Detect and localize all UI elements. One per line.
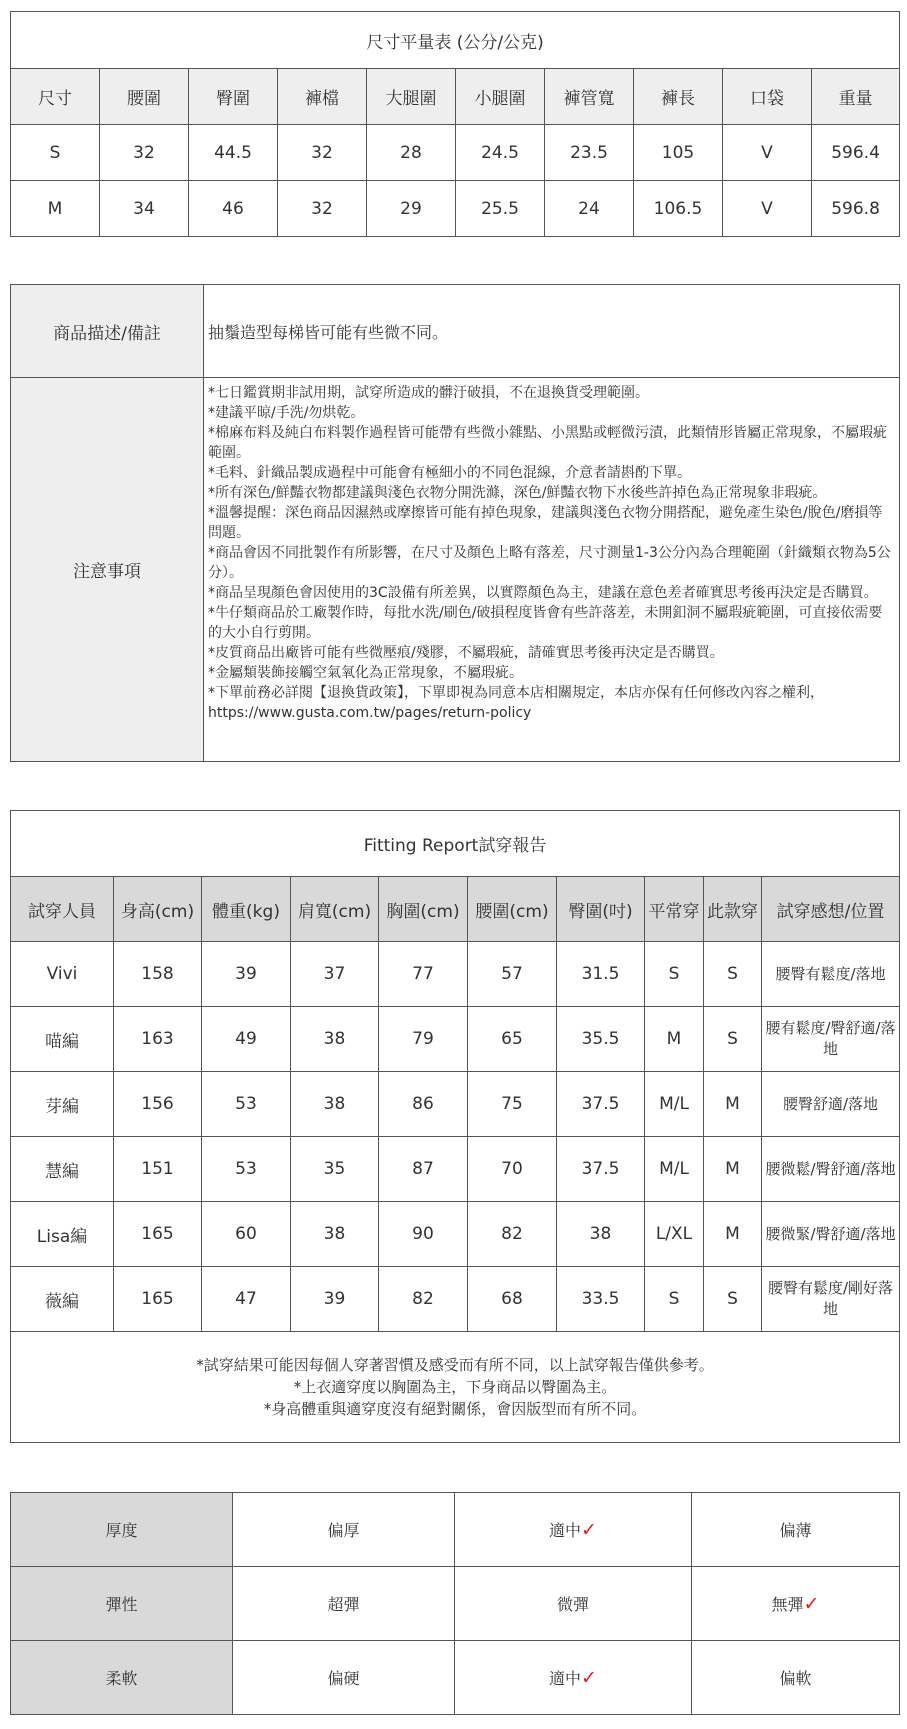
table-cell: 23.5 bbox=[545, 125, 634, 181]
table-cell: 31.5 bbox=[557, 942, 645, 1007]
table-cell: 87 bbox=[379, 1137, 468, 1202]
attribute-option: 偏薄 bbox=[692, 1493, 900, 1567]
table-cell: 28 bbox=[367, 125, 456, 181]
attribute-label: 厚度 bbox=[11, 1493, 233, 1567]
table-row bbox=[11, 1641, 900, 1715]
table-row bbox=[11, 181, 900, 237]
table-cell: 163 bbox=[114, 1007, 202, 1072]
column-header: 重量 bbox=[812, 69, 900, 125]
attribute-option: 適中✓ bbox=[455, 1641, 692, 1715]
table-cell: 79 bbox=[379, 1007, 468, 1072]
check-icon: ✓ bbox=[581, 1667, 597, 1689]
fitting-report-title: Fitting Report試穿報告 bbox=[11, 811, 900, 877]
table-cell: 44.5 bbox=[189, 125, 278, 181]
table-cell: 82 bbox=[379, 1267, 468, 1332]
attribute-option: 偏硬 bbox=[233, 1641, 455, 1715]
table-cell: 158 bbox=[114, 942, 202, 1007]
table-cell: M/L bbox=[645, 1072, 704, 1137]
column-header: 此款穿 bbox=[704, 877, 762, 942]
table-cell: 75 bbox=[468, 1072, 557, 1137]
table-cell: S bbox=[645, 942, 704, 1007]
attribute-option: 微彈 bbox=[455, 1567, 692, 1641]
fit-impression: 腰有鬆度/臀舒適/落地 bbox=[762, 1007, 900, 1072]
column-header: 褲長 bbox=[634, 69, 723, 125]
column-header: 小腿圍 bbox=[456, 69, 545, 125]
table-cell: 46 bbox=[189, 181, 278, 237]
column-header: 腰圍(cm) bbox=[468, 877, 557, 942]
notice-item: *七日鑑賞期非試用期，試穿所造成的髒汙破損，不在退換貨受理範圍。 bbox=[208, 385, 649, 401]
table-cell: 24.5 bbox=[456, 125, 545, 181]
table-cell: 38 bbox=[557, 1202, 645, 1267]
table-row bbox=[11, 942, 900, 1007]
table-cell: 82 bbox=[468, 1202, 557, 1267]
column-header: 褲檔 bbox=[278, 69, 367, 125]
table-cell: 34 bbox=[100, 181, 189, 237]
attribute-option: 偏軟 bbox=[692, 1641, 900, 1715]
table-cell: S bbox=[11, 125, 100, 181]
column-header: 大腿圍 bbox=[367, 69, 456, 125]
table-row bbox=[11, 1493, 900, 1567]
notice-item: *溫馨提醒：深色商品因濕熱或摩擦皆可能有掉色現象，建議與淺色衣物分開搭配，避免產生染色/脫色/磨損等問題。 bbox=[208, 505, 883, 541]
table-cell: 32 bbox=[278, 181, 367, 237]
column-header: 體重(kg) bbox=[202, 877, 291, 942]
notice-item: *皮質商品出廠皆可能有些微壓痕/殘膠，不屬瑕疵，請確實思考後再決定是否購買。 bbox=[208, 645, 724, 661]
table-cell: 151 bbox=[114, 1137, 202, 1202]
table-row bbox=[11, 1567, 900, 1641]
column-header: 身高(cm) bbox=[114, 877, 202, 942]
notice-label: 注意事項 bbox=[11, 378, 204, 762]
table-cell: 70 bbox=[468, 1137, 557, 1202]
table-cell: 77 bbox=[379, 942, 468, 1007]
table-cell: 39 bbox=[202, 942, 291, 1007]
table-cell: 60 bbox=[202, 1202, 291, 1267]
column-header: 口袋 bbox=[723, 69, 812, 125]
table-cell: S bbox=[645, 1267, 704, 1332]
footnote: *上衣適穿度以胸圍為主，下身商品以臀圍為主。 bbox=[293, 1378, 617, 1396]
table-cell: V bbox=[723, 181, 812, 237]
table-cell: 49 bbox=[202, 1007, 291, 1072]
fit-impression: 腰微鬆/臀舒適/落地 bbox=[762, 1137, 900, 1202]
table-cell: 57 bbox=[468, 942, 557, 1007]
size-table bbox=[10, 11, 900, 237]
table-cell: S bbox=[704, 1267, 762, 1332]
attribute-option: 偏厚 bbox=[233, 1493, 455, 1567]
attribute-option: 超彈 bbox=[233, 1567, 455, 1641]
notice-list bbox=[204, 378, 900, 762]
table-cell: Lisa編 bbox=[11, 1202, 114, 1267]
fit-impression: 腰臀有鬆度/落地 bbox=[762, 942, 900, 1007]
table-cell: 105 bbox=[634, 125, 723, 181]
column-header: 試穿人員 bbox=[11, 877, 114, 942]
table-cell: 38 bbox=[291, 1072, 379, 1137]
table-row bbox=[11, 1202, 900, 1267]
table-cell: S bbox=[704, 942, 762, 1007]
table-cell: 47 bbox=[202, 1267, 291, 1332]
notice-item: *牛仔類商品於工廠製作時，每批水洗/刷色/破損程度皆會有些許落差，未開釦洞不屬瑕疵範圍，可直接依需要的大小自行剪開。 bbox=[208, 605, 883, 641]
table-cell: 68 bbox=[468, 1267, 557, 1332]
table-cell: 38 bbox=[291, 1007, 379, 1072]
table-cell: 慧編 bbox=[11, 1137, 114, 1202]
table-cell: 165 bbox=[114, 1267, 202, 1332]
table-cell: 37.5 bbox=[557, 1072, 645, 1137]
column-header: 試穿感想/位置 bbox=[762, 877, 900, 942]
notice-item: *下單前務必詳閱【退換貨政策】，下單即視為同意本店相關規定，本店亦保有任何修改內容之權利，https://www.gusta.com.tw/pages/return-policy bbox=[208, 685, 824, 721]
table-cell: 596.4 bbox=[812, 125, 900, 181]
description-label: 商品描述/備註 bbox=[11, 285, 204, 378]
notice-item: *商品呈現顏色會因使用的3C設備有所差異，以實際顏色為主，建議在意色差者確實思考後再決定是否購買。 bbox=[208, 585, 878, 601]
table-cell: 596.8 bbox=[812, 181, 900, 237]
fit-impression: 腰微緊/臀舒適/落地 bbox=[762, 1202, 900, 1267]
notice-item: *毛料、針織品製成過程中可能會有極細小的不同色混線，介意者請斟酌下單。 bbox=[208, 465, 691, 481]
size-table-title: 尺寸平量表 (公分/公克) bbox=[11, 12, 900, 69]
table-cell: 53 bbox=[202, 1072, 291, 1137]
notes-table bbox=[10, 284, 900, 762]
notice-item: *建議平晾/手洗/勿烘乾。 bbox=[208, 405, 365, 421]
table-cell: L/XL bbox=[645, 1202, 704, 1267]
attribute-label: 彈性 bbox=[11, 1567, 233, 1641]
table-cell: M bbox=[11, 181, 100, 237]
table-row bbox=[11, 125, 900, 181]
table-cell: M bbox=[704, 1072, 762, 1137]
table-cell: 喵編 bbox=[11, 1007, 114, 1072]
size-table-header bbox=[11, 69, 900, 125]
table-row bbox=[11, 1137, 900, 1202]
table-row bbox=[11, 1072, 900, 1137]
table-cell: 33.5 bbox=[557, 1267, 645, 1332]
table-cell: 35.5 bbox=[557, 1007, 645, 1072]
table-cell: 芽編 bbox=[11, 1072, 114, 1137]
check-icon: ✓ bbox=[581, 1519, 597, 1541]
notice-item: *商品會因不同批製作有所影響，在尺寸及顏色上略有落差，尺寸測量1-3公分內為合理範圍（針織類衣物為5公分）。 bbox=[208, 545, 891, 581]
attribute-option: 無彈✓ bbox=[692, 1567, 900, 1641]
fit-impression: 腰臀有鬆度/剛好落地 bbox=[762, 1267, 900, 1332]
table-cell: 24 bbox=[545, 181, 634, 237]
table-cell: 38 bbox=[291, 1202, 379, 1267]
fitting-footnotes bbox=[11, 1332, 900, 1443]
attribute-option: 適中✓ bbox=[455, 1493, 692, 1567]
table-cell: S bbox=[704, 1007, 762, 1072]
column-header: 腰圍 bbox=[100, 69, 189, 125]
table-cell: M bbox=[704, 1137, 762, 1202]
table-cell: 37 bbox=[291, 942, 379, 1007]
table-cell: 32 bbox=[100, 125, 189, 181]
footnote: *身高體重與適穿度沒有絕對關係，會因版型而有所不同。 bbox=[263, 1400, 647, 1418]
description-text: 抽鬚造型每梯皆可能有些微不同。 bbox=[204, 285, 900, 378]
table-row bbox=[11, 1007, 900, 1072]
table-cell: 35 bbox=[291, 1137, 379, 1202]
table-cell: 29 bbox=[367, 181, 456, 237]
table-cell: 165 bbox=[114, 1202, 202, 1267]
table-cell: 106.5 bbox=[634, 181, 723, 237]
table-cell: 39 bbox=[291, 1267, 379, 1332]
notice-item: *金屬類裝飾接觸空氣氧化為正常現象，不屬瑕疵。 bbox=[208, 665, 523, 681]
check-icon: ✓ bbox=[803, 1593, 820, 1615]
footnote: *試穿結果可能因每個人穿著習慣及感受而有所不同，以上試穿報告僅供參考。 bbox=[196, 1356, 714, 1374]
notice-item: *棉麻布料及純白布料製作過程皆可能帶有些微小雜點、小黑點或輕微污漬，此類情形皆屬正常現象，不屬瑕疵範圍。 bbox=[208, 425, 887, 461]
attribute-label: 柔軟 bbox=[11, 1641, 233, 1715]
table-cell: 25.5 bbox=[456, 181, 545, 237]
notice-item: *所有深色/鮮豔衣物都建議與淺色衣物分開洗滌，深色/鮮豔衣物下水後些許掉色為正常現象非瑕疵。 bbox=[208, 485, 827, 501]
table-cell: 37.5 bbox=[557, 1137, 645, 1202]
fabric-attributes-table bbox=[10, 1492, 900, 1715]
table-cell: M/L bbox=[645, 1137, 704, 1202]
table-cell: 86 bbox=[379, 1072, 468, 1137]
column-header: 胸圍(cm) bbox=[379, 877, 468, 942]
fitting-table-header bbox=[11, 877, 900, 942]
column-header: 肩寬(cm) bbox=[291, 877, 379, 942]
table-cell: 156 bbox=[114, 1072, 202, 1137]
table-cell: 32 bbox=[278, 125, 367, 181]
column-header: 褲管寬 bbox=[545, 69, 634, 125]
column-header: 臀圍 bbox=[189, 69, 278, 125]
table-cell: V bbox=[723, 125, 812, 181]
table-cell: 53 bbox=[202, 1137, 291, 1202]
table-cell: 90 bbox=[379, 1202, 468, 1267]
table-cell: M bbox=[704, 1202, 762, 1267]
table-cell: M bbox=[645, 1007, 704, 1072]
table-row bbox=[11, 1267, 900, 1332]
table-cell: 薇編 bbox=[11, 1267, 114, 1332]
table-cell: 65 bbox=[468, 1007, 557, 1072]
fit-impression: 腰臀舒適/落地 bbox=[762, 1072, 900, 1137]
column-header: 尺寸 bbox=[11, 69, 100, 125]
column-header: 臀圍(吋) bbox=[557, 877, 645, 942]
table-cell: Vivi bbox=[11, 942, 114, 1007]
column-header: 平常穿 bbox=[645, 877, 704, 942]
fitting-report-table bbox=[10, 810, 900, 1443]
